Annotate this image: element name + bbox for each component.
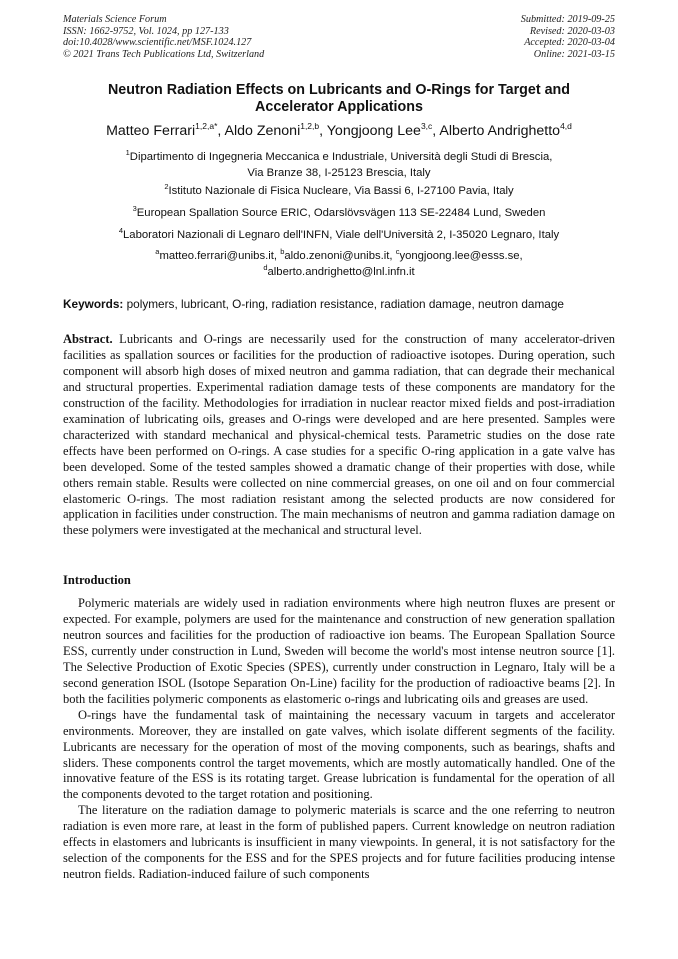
email-marker: c [395,247,400,256]
journal-doi: doi:10.4028/www.scientific.net/MSF.1024.127 [63,37,252,49]
journal-name: Materials Science Forum [63,14,167,25]
affiliation-marker: 2 [164,182,169,191]
affiliation-1 [40,150,638,181]
affiliation-2 [40,184,638,200]
author-name: Alberto Andrighetto [439,123,561,139]
keywords-label: Keywords: [63,297,124,311]
affiliation-address: Via Branze 38, I-25123 Brescia, Italy [247,166,431,179]
email-address[interactable]: matteo.ferrari@unibs.it, [159,250,281,262]
affiliation-marker: 1 [125,148,130,157]
date-submitted: Submitted: 2019-09-25 [520,14,615,25]
affiliation-text: Laboratori Nazionali di Legnaro dell'INFN, Viale dell'Università 2, I-35020 Legnaro, Italy [123,229,560,241]
email-address[interactable]: alberto.andrighetto@lnl.infn.it [267,265,415,278]
abstract [63,332,615,539]
author-name: Yongjoong Lee [326,123,421,139]
author-affiliation-marker: 1,2,a* [195,121,218,131]
author-separator: , [432,123,440,139]
paper-title [63,82,615,116]
author-emails [40,249,638,280]
title-line-2: Accelerator Applications [255,99,423,115]
affiliation-3 [40,206,638,222]
date-accepted: Accepted: 2020-03-04 [524,37,615,49]
abstract-label: Abstract. [63,332,113,346]
title-line-1: Neutron Radiation Effects on Lubricants and O-Rings for Target and [107,82,571,98]
author-affiliation-marker: 3,c [420,121,433,131]
journal-info [63,14,264,60]
author-name: Aldo Zenoni [224,123,301,139]
affiliation-marker: 3 [132,204,137,213]
email-marker: a [155,247,160,256]
email-address[interactable]: yongjoong.lee@esss.se, [399,250,523,262]
affiliation-text: Dipartimento di Ingegneria Meccanica e Industriale, Università degli Studi di Brescia, [129,151,553,163]
affiliation-text: European Spallation Source ERIC, Odarslövsvägen 113 SE-22484 Lund, Sweden [136,207,546,219]
paragraph: Polymeric materials are widely used in radiation environments where high neutron fluxes are present or expected. For example, polymers are used for the maintenance and construction of new generation spallation neutron sources and facilities for the production of radioactive ion beams. The European Spallation Source ESS, currently under construction in Lund, Sweden will become the world's most intense neutron source [1]. The Selective Production of Exotic Species (SPES), currently under construction in Legnaro, Italy will be a second generation ISOL (Isotope Separation On-Line) facility for the production of radioactive beams [2]. In both the facilities polymeric components as elastomeric o-rings and lubricating oils and greases are used. [63,596,615,706]
abstract-text: Lubricants and O-rings are necessarily used for the construction of many accelerator-driven facilities as spallation sources or facilities for the production of radioactive isotopes. During operation, such component will absorb high doses of mixed neutron and gamma radiation, that can degrade their mechanical and structural properties. Experimental radiation damage tests of these components are mandatory for the construction of the facility. Methodologies for irradiation in nuclear reactor mixed fields and post-irradiation examination of lubricating oils, greases and O-rings were developed and are here presented. Samples were characterized with standard mechanical and physical-chemical tests. Parametric studies on the dose rate effects have been performed on O-rings. A case studies for a specific O-ring application in a gate valve has been developed. Some of the tested samples showed a dramatic change of their properties with dose, while others remain stable. Results were collected on nine commercial greases, on one oil and on four commercial elastomeric O-rings. The most radiation resistant among the selected products are now considered for application in facilities under construction. The main mechanisms of neutron and gamma radiation damage on these polymers were investigated at the mechanical and structural level. [63,332,615,538]
affiliation-4 [40,228,638,244]
keywords [63,297,623,312]
introduction-body [63,596,615,883]
affiliation-marker: 4 [118,226,123,235]
keywords-text: polymers, lubricant, O-ring, radiation resistance, radiation damage, neutron damage [123,297,564,311]
date-online: Online: 2021-03-15 [533,48,615,60]
journal-issn: ISSN: 1662-9752, Vol. 1024, pp 127-133 [63,25,229,37]
section-heading-introduction: Introduction [63,573,131,587]
author-separator: , [319,123,327,139]
paragraph: The literature on the radiation damage to polymeric materials is scarce and the one referring to neutron radiation is even more rare, at least in the form of published papers. Current knowledge on neutron radiation effects in elastomers and lubricants is insufficient in many viewpoints. In general, it is not satisfactory for the selection of the components for the ESS and for the SPES projects and for future facilities producing intense neutron fields. Radiation-induced failure of such components [63,803,615,882]
publication-dates [521,14,615,60]
email-marker: b [280,247,285,256]
journal-copyright: © 2021 Trans Tech Publications Ltd, Switzerland [63,48,265,60]
paragraph: O-rings have the fundamental task of maintaining the necessary vacuum in targets and accelerator environments. Moreover, they are installed on gate valves, which isolate different segments of the facility. Lubricants are necessary for the operation of most of the moving components, such as bearings, shafts and sliders. These components control the target movements, which are mostly automatically handled. One of the innovative feature of the ESS is its rotating target. Grease lubrication is fundamental for the operation of all the components devoted to the target rotation and positioning. [63,707,615,802]
affiliation-text: Istituto Nazionale di Fisica Nucleare, Via Bassi 6, I-27100 Pavia, Italy [168,185,514,197]
author-name: Matteo Ferrari [106,123,196,139]
author-affiliation-marker: 1,2,b [300,121,320,131]
email-marker: d [263,262,268,272]
email-address[interactable]: aldo.zenoni@unibs.it, [284,250,396,262]
author-list [40,122,638,140]
author-separator: , [217,123,225,139]
author-affiliation-marker: 4,d [560,121,572,131]
date-revised: Revised: 2020-03-03 [529,25,615,37]
